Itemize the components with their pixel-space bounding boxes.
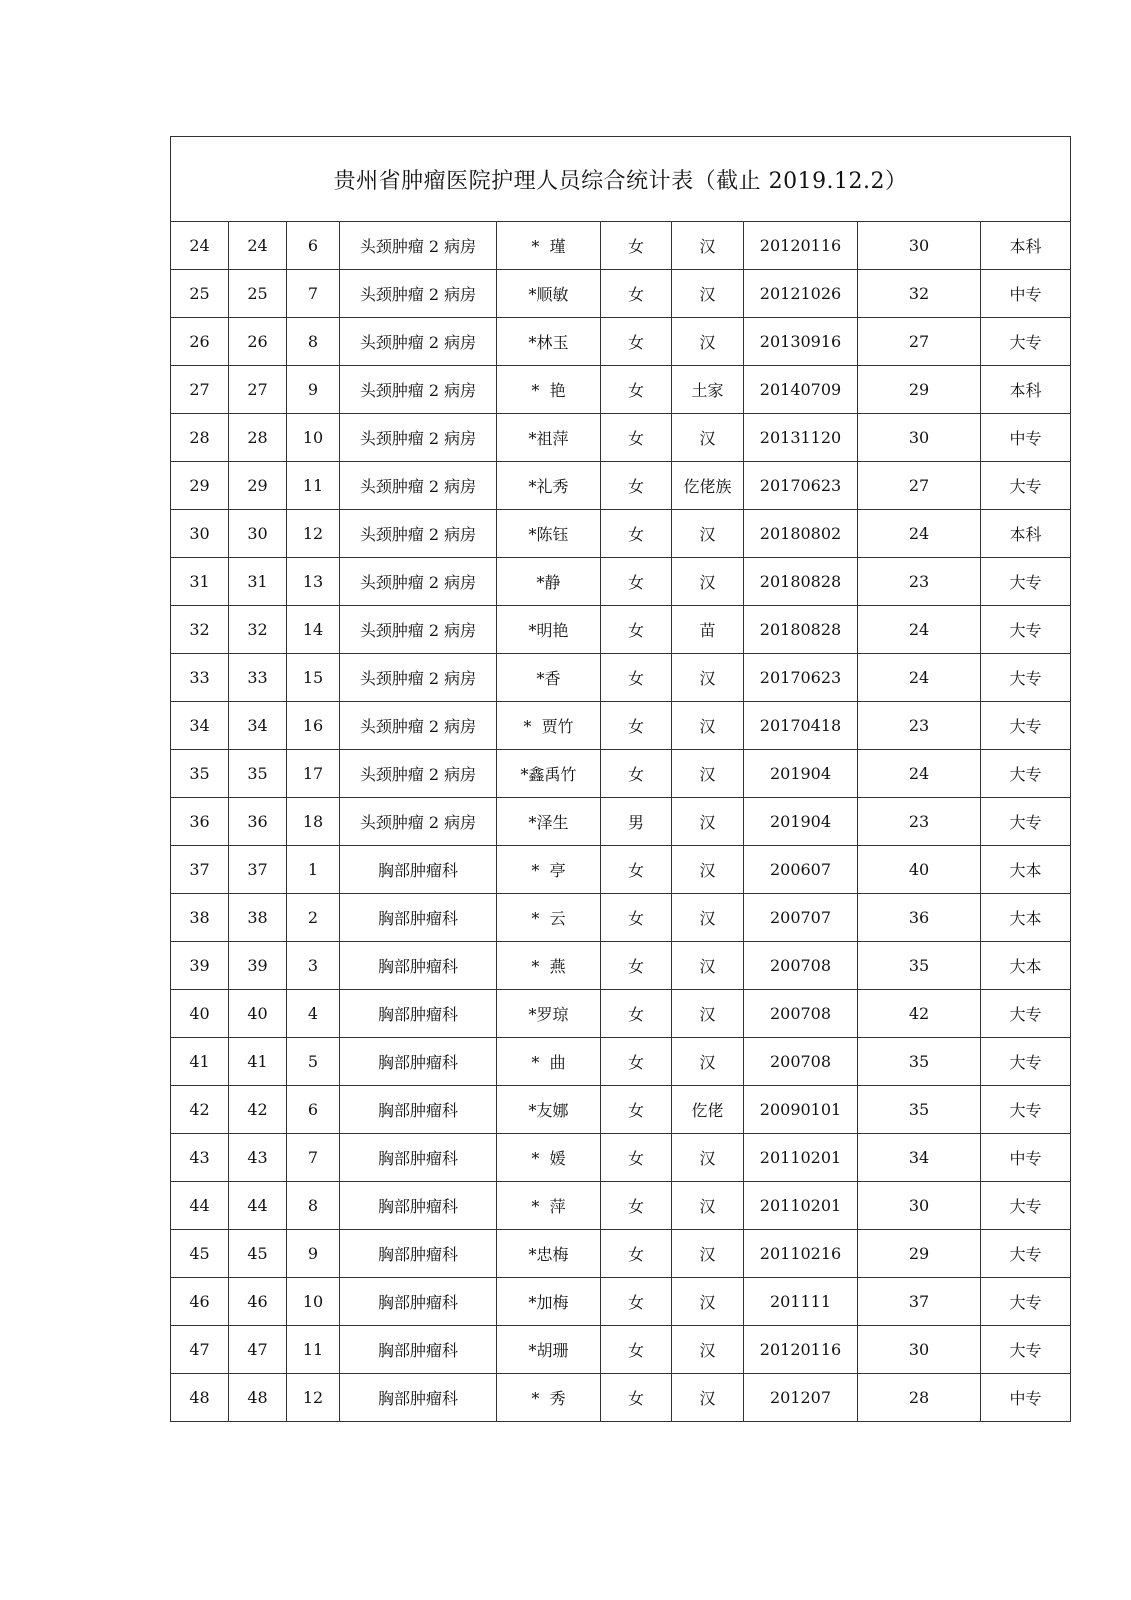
dept-seq-cell: 10 [287, 414, 340, 462]
ethnicity-cell: 仡佬族 [672, 462, 744, 510]
age-cell: 24 [858, 654, 981, 702]
department-cell: 胸部肿瘤科 [340, 1374, 497, 1422]
dept-seq-cell: 6 [287, 222, 340, 270]
seq-no-cell: 30 [171, 510, 229, 558]
start-date-cell: 20120116 [744, 222, 858, 270]
index-cell: 26 [229, 318, 287, 366]
table-row [171, 510, 1071, 558]
seq-no-cell: 34 [171, 702, 229, 750]
index-cell: 30 [229, 510, 287, 558]
dept-seq-cell: 15 [287, 654, 340, 702]
education-cell: 大专 [981, 318, 1071, 366]
ethnicity-cell: 汉 [672, 510, 744, 558]
seq-no-cell: 43 [171, 1134, 229, 1182]
dept-seq-cell: 13 [287, 558, 340, 606]
gender-cell: 女 [601, 222, 672, 270]
education-cell: 大本 [981, 942, 1071, 990]
ethnicity-cell: 仡佬 [672, 1086, 744, 1134]
index-cell: 46 [229, 1278, 287, 1326]
seq-no-cell: 37 [171, 846, 229, 894]
ethnicity-cell: 汉 [672, 798, 744, 846]
index-cell: 31 [229, 558, 287, 606]
education-cell: 大专 [981, 1278, 1071, 1326]
index-cell: 39 [229, 942, 287, 990]
ethnicity-cell: 汉 [672, 990, 744, 1038]
ethnicity-cell: 汉 [672, 894, 744, 942]
age-cell: 24 [858, 750, 981, 798]
dept-seq-cell: 6 [287, 1086, 340, 1134]
age-cell: 35 [858, 1086, 981, 1134]
table-row [171, 462, 1071, 510]
gender-cell: 女 [601, 270, 672, 318]
start-date-cell: 20140709 [744, 366, 858, 414]
table-row [171, 702, 1071, 750]
age-cell: 42 [858, 990, 981, 1038]
seq-no-cell: 24 [171, 222, 229, 270]
table-row [171, 846, 1071, 894]
name-cell: *林玉 [497, 318, 601, 366]
start-date-cell: 20180802 [744, 510, 858, 558]
seq-no-cell: 36 [171, 798, 229, 846]
seq-no-cell: 40 [171, 990, 229, 1038]
seq-no-cell: 25 [171, 270, 229, 318]
department-cell: 头颈肿瘤 2 病房 [340, 270, 497, 318]
seq-no-cell: 31 [171, 558, 229, 606]
dept-seq-cell: 8 [287, 318, 340, 366]
age-cell: 23 [858, 798, 981, 846]
start-date-cell: 200708 [744, 1038, 858, 1086]
dept-seq-cell: 9 [287, 1230, 340, 1278]
seq-no-cell: 42 [171, 1086, 229, 1134]
age-cell: 30 [858, 414, 981, 462]
gender-cell: 女 [601, 1134, 672, 1182]
table-row [171, 942, 1071, 990]
department-cell: 胸部肿瘤科 [340, 1038, 497, 1086]
start-date-cell: 20110216 [744, 1230, 858, 1278]
age-cell: 35 [858, 942, 981, 990]
education-cell: 大专 [981, 750, 1071, 798]
dept-seq-cell: 9 [287, 366, 340, 414]
seq-no-cell: 28 [171, 414, 229, 462]
ethnicity-cell: 汉 [672, 558, 744, 606]
gender-cell: 女 [601, 702, 672, 750]
gender-cell: 女 [601, 366, 672, 414]
index-cell: 29 [229, 462, 287, 510]
education-cell: 大专 [981, 558, 1071, 606]
seq-no-cell: 44 [171, 1182, 229, 1230]
gender-cell: 女 [601, 1230, 672, 1278]
gender-cell: 女 [601, 846, 672, 894]
name-cell: * 秀 [497, 1374, 601, 1422]
seq-no-cell: 35 [171, 750, 229, 798]
education-cell: 大专 [981, 1230, 1071, 1278]
staff-statistics-table [170, 136, 1071, 1422]
seq-no-cell: 29 [171, 462, 229, 510]
index-cell: 34 [229, 702, 287, 750]
start-date-cell: 20170418 [744, 702, 858, 750]
department-cell: 胸部肿瘤科 [340, 1086, 497, 1134]
table-row [171, 1278, 1071, 1326]
seq-no-cell: 48 [171, 1374, 229, 1422]
table-row [171, 222, 1071, 270]
age-cell: 34 [858, 1134, 981, 1182]
age-cell: 29 [858, 1230, 981, 1278]
start-date-cell: 20121026 [744, 270, 858, 318]
age-cell: 37 [858, 1278, 981, 1326]
gender-cell: 女 [601, 606, 672, 654]
dept-seq-cell: 7 [287, 270, 340, 318]
ethnicity-cell: 汉 [672, 1134, 744, 1182]
ethnicity-cell: 汉 [672, 1038, 744, 1086]
index-cell: 47 [229, 1326, 287, 1374]
ethnicity-cell: 汉 [672, 222, 744, 270]
dept-seq-cell: 11 [287, 1326, 340, 1374]
name-cell: *忠梅 [497, 1230, 601, 1278]
table-row [171, 1134, 1071, 1182]
table-row [171, 1374, 1071, 1422]
name-cell: *陈钰 [497, 510, 601, 558]
start-date-cell: 20170623 [744, 654, 858, 702]
education-cell: 中专 [981, 270, 1071, 318]
gender-cell: 女 [601, 894, 672, 942]
gender-cell: 女 [601, 750, 672, 798]
gender-cell: 女 [601, 942, 672, 990]
table-row [171, 606, 1071, 654]
education-cell: 大专 [981, 990, 1071, 1038]
dept-seq-cell: 16 [287, 702, 340, 750]
dept-seq-cell: 10 [287, 1278, 340, 1326]
department-cell: 头颈肿瘤 2 病房 [340, 366, 497, 414]
education-cell: 本科 [981, 366, 1071, 414]
department-cell: 头颈肿瘤 2 病房 [340, 462, 497, 510]
table-row [171, 1182, 1071, 1230]
start-date-cell: 20170623 [744, 462, 858, 510]
table-row [171, 558, 1071, 606]
index-cell: 38 [229, 894, 287, 942]
education-cell: 大专 [981, 462, 1071, 510]
dept-seq-cell: 11 [287, 462, 340, 510]
index-cell: 44 [229, 1182, 287, 1230]
index-cell: 32 [229, 606, 287, 654]
dept-seq-cell: 12 [287, 1374, 340, 1422]
age-cell: 23 [858, 702, 981, 750]
department-cell: 胸部肿瘤科 [340, 990, 497, 1038]
department-cell: 头颈肿瘤 2 病房 [340, 750, 497, 798]
ethnicity-cell: 苗 [672, 606, 744, 654]
ethnicity-cell: 汉 [672, 702, 744, 750]
start-date-cell: 20180828 [744, 558, 858, 606]
name-cell: * 艳 [497, 366, 601, 414]
start-date-cell: 20131120 [744, 414, 858, 462]
start-date-cell: 20110201 [744, 1182, 858, 1230]
education-cell: 大专 [981, 1326, 1071, 1374]
index-cell: 41 [229, 1038, 287, 1086]
gender-cell: 女 [601, 1086, 672, 1134]
department-cell: 头颈肿瘤 2 病房 [340, 606, 497, 654]
name-cell: *明艳 [497, 606, 601, 654]
ethnicity-cell: 汉 [672, 1182, 744, 1230]
index-cell: 33 [229, 654, 287, 702]
department-cell: 头颈肿瘤 2 病房 [340, 510, 497, 558]
age-cell: 24 [858, 606, 981, 654]
department-cell: 胸部肿瘤科 [340, 1326, 497, 1374]
start-date-cell: 20120116 [744, 1326, 858, 1374]
table-title: 贵州省肿瘤医院护理人员综合统计表（截止 2019.12.2） [171, 137, 1071, 222]
table-row [171, 750, 1071, 798]
department-cell: 胸部肿瘤科 [340, 942, 497, 990]
seq-no-cell: 33 [171, 654, 229, 702]
gender-cell: 女 [601, 990, 672, 1038]
dept-seq-cell: 3 [287, 942, 340, 990]
index-cell: 42 [229, 1086, 287, 1134]
seq-no-cell: 38 [171, 894, 229, 942]
dept-seq-cell: 8 [287, 1182, 340, 1230]
ethnicity-cell: 汉 [672, 1374, 744, 1422]
start-date-cell: 200607 [744, 846, 858, 894]
table-row [171, 1086, 1071, 1134]
index-cell: 27 [229, 366, 287, 414]
gender-cell: 女 [601, 1038, 672, 1086]
education-cell: 大专 [981, 606, 1071, 654]
ethnicity-cell: 汉 [672, 318, 744, 366]
education-cell: 大专 [981, 1182, 1071, 1230]
start-date-cell: 201207 [744, 1374, 858, 1422]
ethnicity-cell: 土家 [672, 366, 744, 414]
education-cell: 大专 [981, 798, 1071, 846]
dept-seq-cell: 7 [287, 1134, 340, 1182]
department-cell: 胸部肿瘤科 [340, 1134, 497, 1182]
name-cell: *泽生 [497, 798, 601, 846]
start-date-cell: 201111 [744, 1278, 858, 1326]
education-cell: 大专 [981, 654, 1071, 702]
table-row [171, 990, 1071, 1038]
ethnicity-cell: 汉 [672, 750, 744, 798]
gender-cell: 女 [601, 1278, 672, 1326]
ethnicity-cell: 汉 [672, 654, 744, 702]
ethnicity-cell: 汉 [672, 414, 744, 462]
name-cell: *鑫禹竹 [497, 750, 601, 798]
department-cell: 头颈肿瘤 2 病房 [340, 798, 497, 846]
seq-no-cell: 46 [171, 1278, 229, 1326]
age-cell: 30 [858, 1326, 981, 1374]
education-cell: 本科 [981, 222, 1071, 270]
gender-cell: 女 [601, 654, 672, 702]
ethnicity-cell: 汉 [672, 846, 744, 894]
name-cell: *友娜 [497, 1086, 601, 1134]
table-row [171, 654, 1071, 702]
name-cell: * 曲 [497, 1038, 601, 1086]
dept-seq-cell: 5 [287, 1038, 340, 1086]
gender-cell: 女 [601, 414, 672, 462]
index-cell: 36 [229, 798, 287, 846]
index-cell: 35 [229, 750, 287, 798]
gender-cell: 女 [601, 318, 672, 366]
education-cell: 本科 [981, 510, 1071, 558]
age-cell: 28 [858, 1374, 981, 1422]
name-cell: * 云 [497, 894, 601, 942]
department-cell: 头颈肿瘤 2 病房 [340, 318, 497, 366]
ethnicity-cell: 汉 [672, 1278, 744, 1326]
name-cell: *罗琼 [497, 990, 601, 1038]
seq-no-cell: 32 [171, 606, 229, 654]
table-row [171, 318, 1071, 366]
dept-seq-cell: 4 [287, 990, 340, 1038]
seq-no-cell: 26 [171, 318, 229, 366]
dept-seq-cell: 2 [287, 894, 340, 942]
name-cell: *香 [497, 654, 601, 702]
age-cell: 30 [858, 222, 981, 270]
education-cell: 大本 [981, 894, 1071, 942]
gender-cell: 女 [601, 462, 672, 510]
age-cell: 29 [858, 366, 981, 414]
department-cell: 胸部肿瘤科 [340, 1278, 497, 1326]
name-cell: * 瑾 [497, 222, 601, 270]
gender-cell: 女 [601, 558, 672, 606]
education-cell: 中专 [981, 1134, 1071, 1182]
index-cell: 40 [229, 990, 287, 1038]
age-cell: 32 [858, 270, 981, 318]
table-row [171, 1230, 1071, 1278]
index-cell: 28 [229, 414, 287, 462]
department-cell: 胸部肿瘤科 [340, 894, 497, 942]
department-cell: 头颈肿瘤 2 病房 [340, 558, 497, 606]
name-cell: * 亭 [497, 846, 601, 894]
ethnicity-cell: 汉 [672, 270, 744, 318]
dept-seq-cell: 14 [287, 606, 340, 654]
education-cell: 大专 [981, 1086, 1071, 1134]
start-date-cell: 20130916 [744, 318, 858, 366]
department-cell: 胸部肿瘤科 [340, 846, 497, 894]
seq-no-cell: 47 [171, 1326, 229, 1374]
education-cell: 大专 [981, 702, 1071, 750]
seq-no-cell: 45 [171, 1230, 229, 1278]
start-date-cell: 201904 [744, 750, 858, 798]
table-row [171, 366, 1071, 414]
index-cell: 43 [229, 1134, 287, 1182]
education-cell: 中专 [981, 1374, 1071, 1422]
gender-cell: 女 [601, 1374, 672, 1422]
department-cell: 头颈肿瘤 2 病房 [340, 654, 497, 702]
seq-no-cell: 27 [171, 366, 229, 414]
name-cell: * 萍 [497, 1182, 601, 1230]
name-cell: *顺敏 [497, 270, 601, 318]
title-row [171, 137, 1071, 222]
table-row [171, 894, 1071, 942]
dept-seq-cell: 1 [287, 846, 340, 894]
table-row [171, 1038, 1071, 1086]
age-cell: 30 [858, 1182, 981, 1230]
start-date-cell: 20090101 [744, 1086, 858, 1134]
table-row [171, 1326, 1071, 1374]
education-cell: 大本 [981, 846, 1071, 894]
department-cell: 头颈肿瘤 2 病房 [340, 222, 497, 270]
table-row [171, 270, 1071, 318]
gender-cell: 男 [601, 798, 672, 846]
table-row [171, 414, 1071, 462]
gender-cell: 女 [601, 1182, 672, 1230]
index-cell: 45 [229, 1230, 287, 1278]
start-date-cell: 200707 [744, 894, 858, 942]
name-cell: * 贾竹 [497, 702, 601, 750]
start-date-cell: 200708 [744, 990, 858, 1038]
gender-cell: 女 [601, 1326, 672, 1374]
department-cell: 胸部肿瘤科 [340, 1230, 497, 1278]
index-cell: 48 [229, 1374, 287, 1422]
ethnicity-cell: 汉 [672, 942, 744, 990]
department-cell: 胸部肿瘤科 [340, 1182, 497, 1230]
start-date-cell: 201904 [744, 798, 858, 846]
name-cell: *胡珊 [497, 1326, 601, 1374]
department-cell: 头颈肿瘤 2 病房 [340, 414, 497, 462]
age-cell: 35 [858, 1038, 981, 1086]
age-cell: 40 [858, 846, 981, 894]
name-cell: * 燕 [497, 942, 601, 990]
department-cell: 头颈肿瘤 2 病房 [340, 702, 497, 750]
age-cell: 36 [858, 894, 981, 942]
name-cell: *加梅 [497, 1278, 601, 1326]
education-cell: 中专 [981, 414, 1071, 462]
education-cell: 大专 [981, 1038, 1071, 1086]
index-cell: 24 [229, 222, 287, 270]
start-date-cell: 20180828 [744, 606, 858, 654]
age-cell: 27 [858, 462, 981, 510]
age-cell: 24 [858, 510, 981, 558]
name-cell: *礼秀 [497, 462, 601, 510]
ethnicity-cell: 汉 [672, 1326, 744, 1374]
start-date-cell: 20110201 [744, 1134, 858, 1182]
name-cell: * 媛 [497, 1134, 601, 1182]
seq-no-cell: 39 [171, 942, 229, 990]
age-cell: 23 [858, 558, 981, 606]
table-row [171, 798, 1071, 846]
name-cell: *静 [497, 558, 601, 606]
index-cell: 37 [229, 846, 287, 894]
dept-seq-cell: 12 [287, 510, 340, 558]
ethnicity-cell: 汉 [672, 1230, 744, 1278]
name-cell: *祖萍 [497, 414, 601, 462]
seq-no-cell: 41 [171, 1038, 229, 1086]
dept-seq-cell: 17 [287, 750, 340, 798]
age-cell: 27 [858, 318, 981, 366]
start-date-cell: 200708 [744, 942, 858, 990]
index-cell: 25 [229, 270, 287, 318]
gender-cell: 女 [601, 510, 672, 558]
dept-seq-cell: 18 [287, 798, 340, 846]
